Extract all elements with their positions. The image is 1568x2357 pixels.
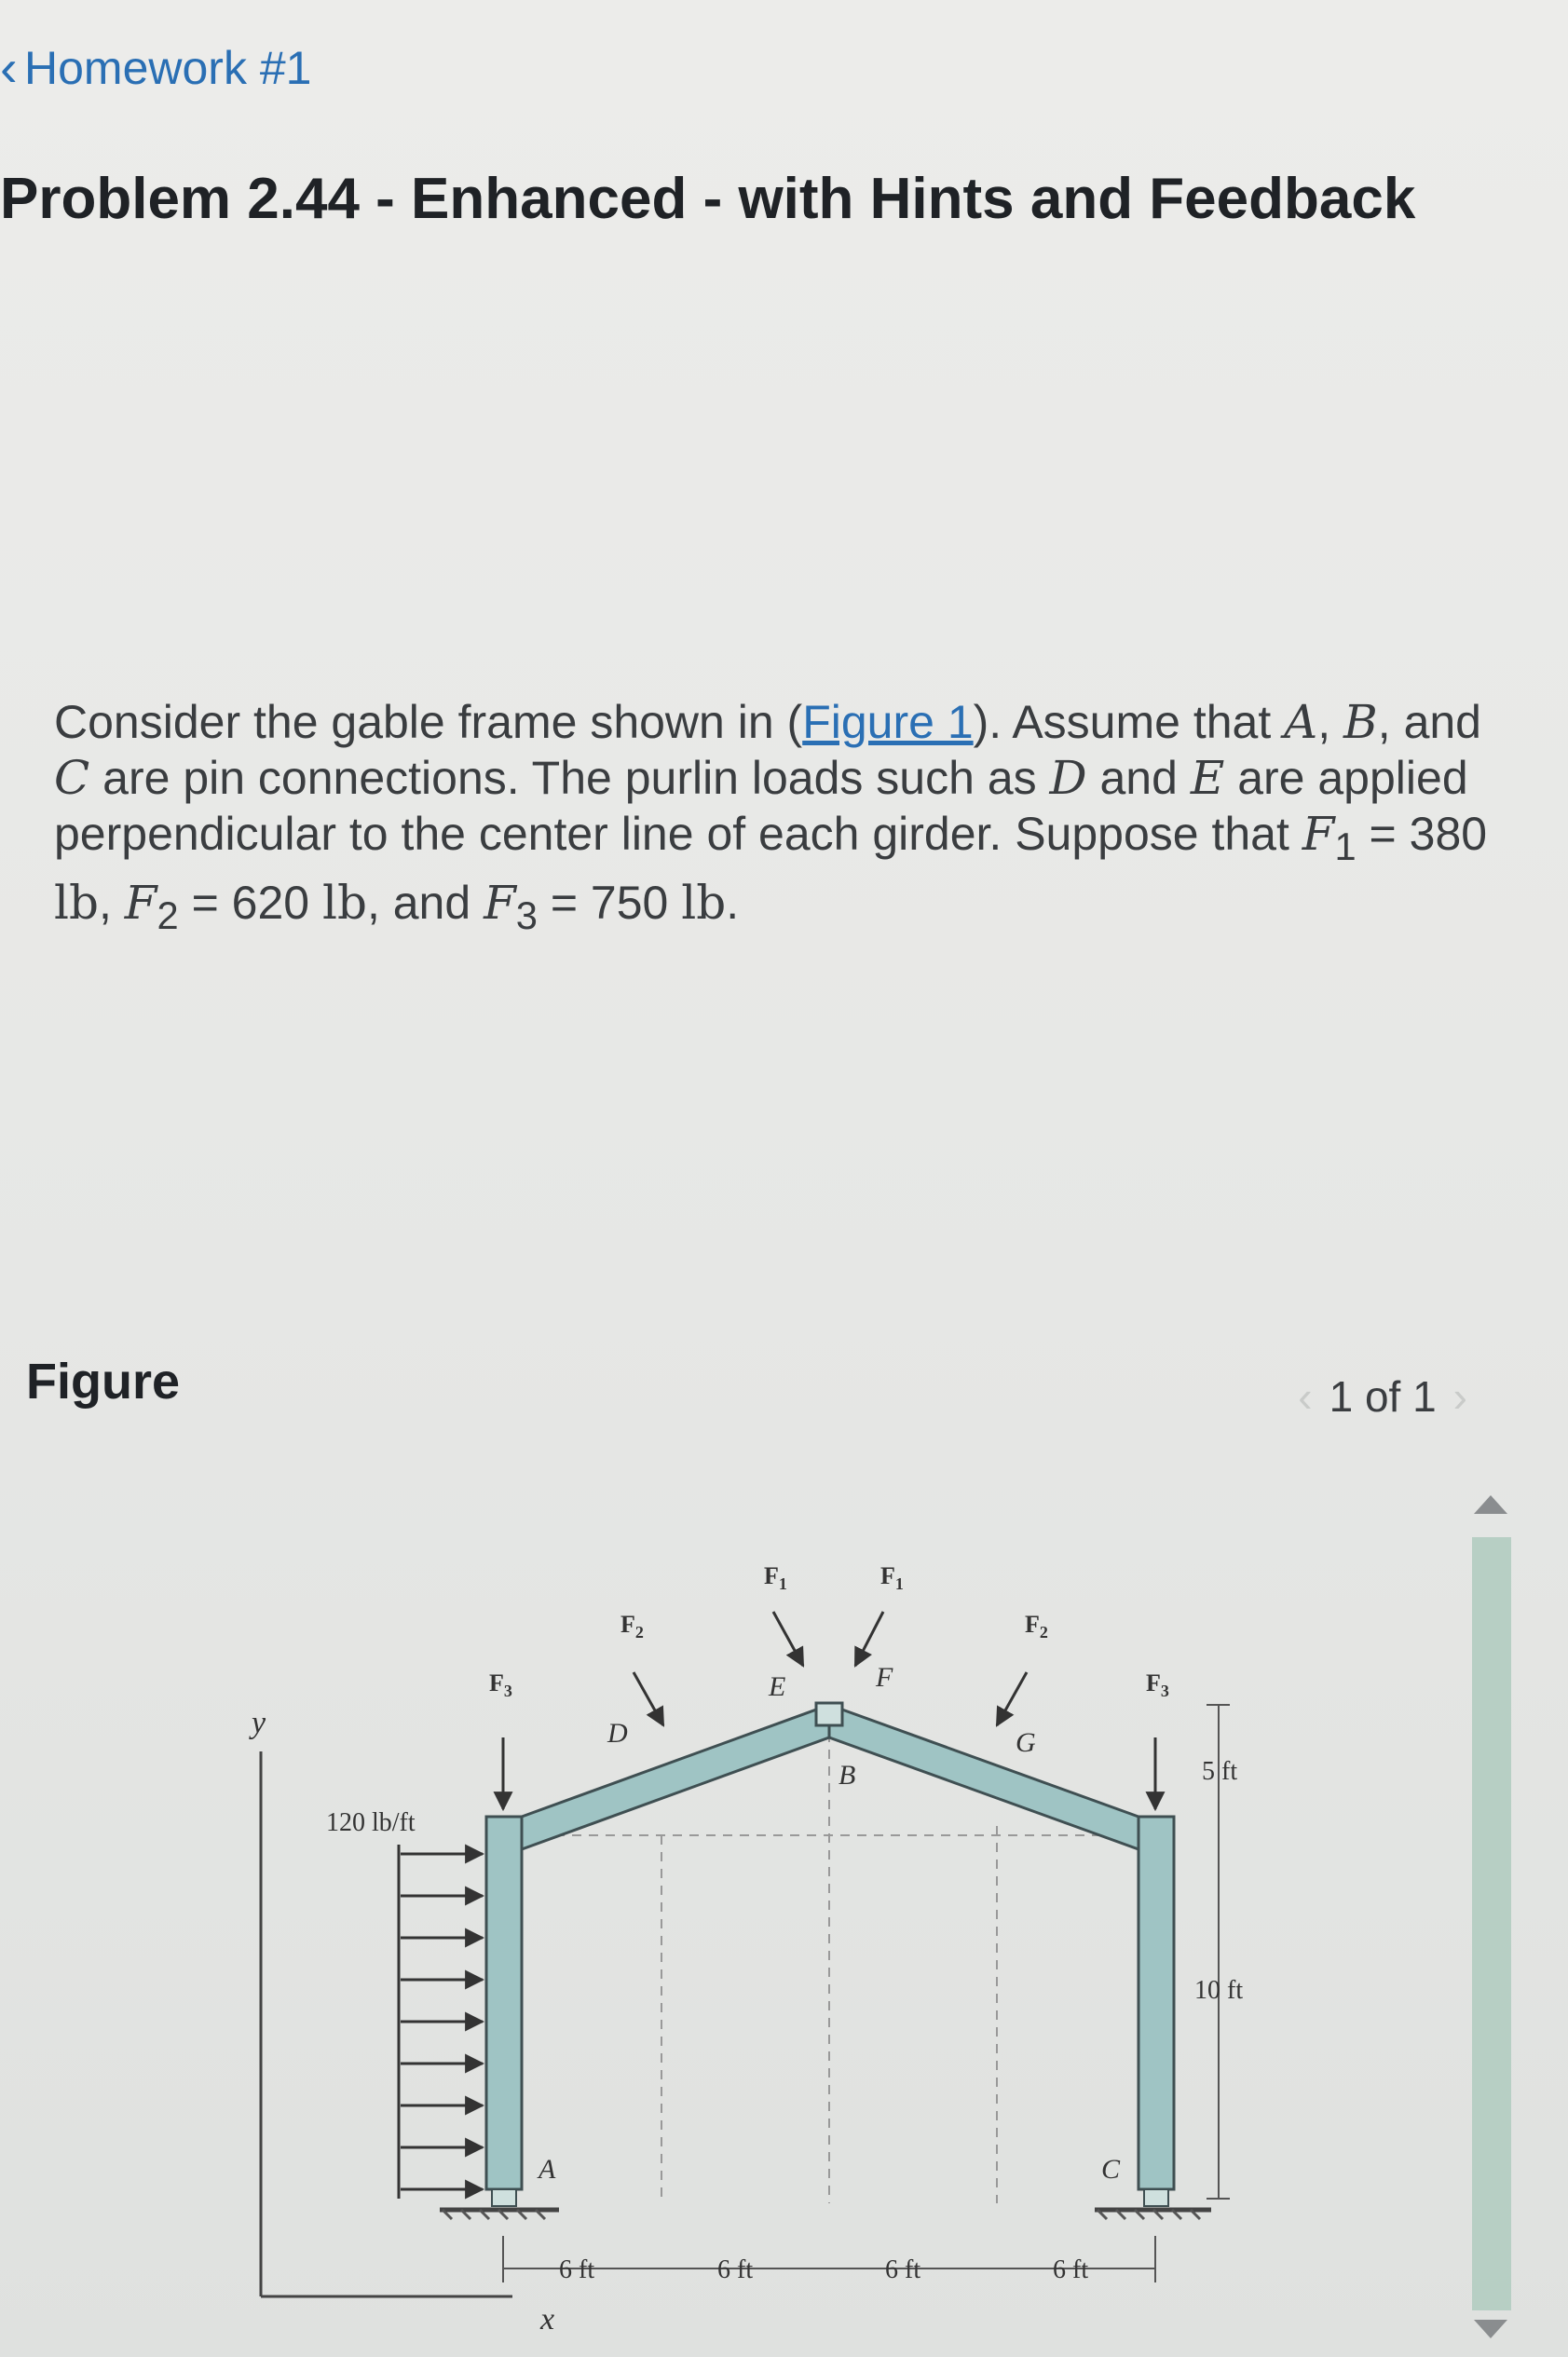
problem-title: Problem 2.44 - Enhanced - with Hints and Feedback	[0, 167, 1416, 231]
arrow-F1-left	[773, 1612, 803, 1666]
text-run: , and	[1377, 696, 1481, 748]
arrow-F2-right	[997, 1672, 1027, 1725]
back-link-label: Homework #1	[24, 42, 312, 94]
unit-F2: lb	[321, 876, 367, 930]
var-B: B	[1343, 695, 1378, 749]
right-girder	[829, 1705, 1139, 1849]
label-F-point: F	[876, 1662, 893, 1693]
value-F2: = 620	[178, 877, 322, 929]
text-run: Consider the gable frame shown in (	[54, 696, 803, 748]
label-B: B	[839, 1760, 856, 1791]
label-F3-left: $F_3$	[489, 1669, 512, 1700]
dim-6ft-3: 6 ft	[885, 2255, 921, 2284]
scroll-thumb[interactable]	[1472, 1537, 1511, 2310]
value-F3: = 750	[537, 877, 682, 929]
dim-10ft: 10 ft	[1194, 1976, 1244, 2005]
pin-B	[816, 1703, 842, 1725]
var-A: A	[1284, 695, 1318, 749]
figure-scrollbar[interactable]	[1472, 1495, 1511, 2334]
figure-link[interactable]: Figure 1	[802, 696, 974, 748]
left-girder	[522, 1705, 829, 1849]
label-F2-right: $F_2$	[1025, 1611, 1048, 1642]
var-E: E	[1190, 751, 1225, 805]
dim-6ft-4: 6 ft	[1053, 2255, 1089, 2284]
scroll-up-icon[interactable]	[1474, 1495, 1507, 1514]
problem-statement	[54, 694, 1517, 944]
load-label: 120 lb/ft	[326, 1808, 416, 1837]
figure-image	[224, 1546, 1295, 2348]
scroll-down-icon[interactable]	[1474, 2320, 1507, 2338]
label-A: A	[539, 2154, 556, 2185]
value-F1: = 380	[1356, 808, 1488, 860]
unit-F1: lb	[54, 876, 99, 930]
label-F1-right: $F_1$	[880, 1562, 904, 1593]
arrow-F2-left	[634, 1672, 663, 1725]
axis-y-label: y	[252, 1706, 266, 1740]
label-F2-left: $F_2$	[620, 1611, 644, 1642]
gable-frame-diagram	[224, 1546, 1295, 2348]
dim-6ft-2: 6 ft	[717, 2255, 754, 2284]
label-D: D	[607, 1718, 628, 1749]
chevron-right-icon[interactable]: ›	[1452, 1372, 1467, 1421]
var-C: C	[54, 751, 90, 805]
text-run: , and	[366, 877, 484, 929]
var-F2-sub: 2	[157, 893, 179, 937]
right-column	[1139, 1817, 1174, 2189]
text-run: ). Assume that	[973, 696, 1285, 748]
text-run: ,	[1317, 696, 1344, 748]
text-run: ,	[99, 877, 125, 929]
text-run: and	[1086, 752, 1191, 804]
back-link[interactable]	[0, 35, 311, 101]
text-run: are pin connections. The purlin loads such as	[89, 752, 1050, 804]
label-C: C	[1101, 2154, 1121, 2185]
var-F2: F	[124, 876, 157, 930]
figure-heading: Figure	[26, 1354, 181, 1410]
var-F3-sub: 3	[515, 893, 538, 937]
distributed-load	[399, 1845, 483, 2199]
arrow-F1-right	[855, 1612, 883, 1666]
figure-pager-label: 1 of 1	[1329, 1372, 1437, 1421]
chevron-left-icon: ‹	[0, 42, 18, 94]
dim-5ft: 5 ft	[1202, 1757, 1238, 1786]
axis-x-label: x	[540, 2302, 555, 2337]
figure-pager	[1281, 1371, 1484, 1422]
text-run: .	[726, 877, 740, 929]
left-column	[486, 1817, 522, 2189]
support-A	[440, 2189, 559, 2219]
var-F3: F	[484, 876, 516, 930]
label-F3-right: $F_3$	[1146, 1669, 1169, 1700]
label-F1-left: $F_1$	[764, 1562, 787, 1593]
var-F1: F	[1302, 807, 1335, 861]
var-D: D	[1049, 751, 1087, 805]
label-E: E	[769, 1671, 786, 1702]
dim-6ft-1: 6 ft	[559, 2255, 595, 2284]
unit-F3: lb	[681, 876, 727, 930]
chevron-left-icon[interactable]: ‹	[1298, 1372, 1313, 1421]
var-F1-sub: 1	[1334, 824, 1357, 868]
label-G: G	[1016, 1727, 1036, 1758]
text-run: are applied perpendicular to the center line of each girder. Suppose that	[54, 752, 1468, 860]
support-C	[1095, 2189, 1211, 2219]
